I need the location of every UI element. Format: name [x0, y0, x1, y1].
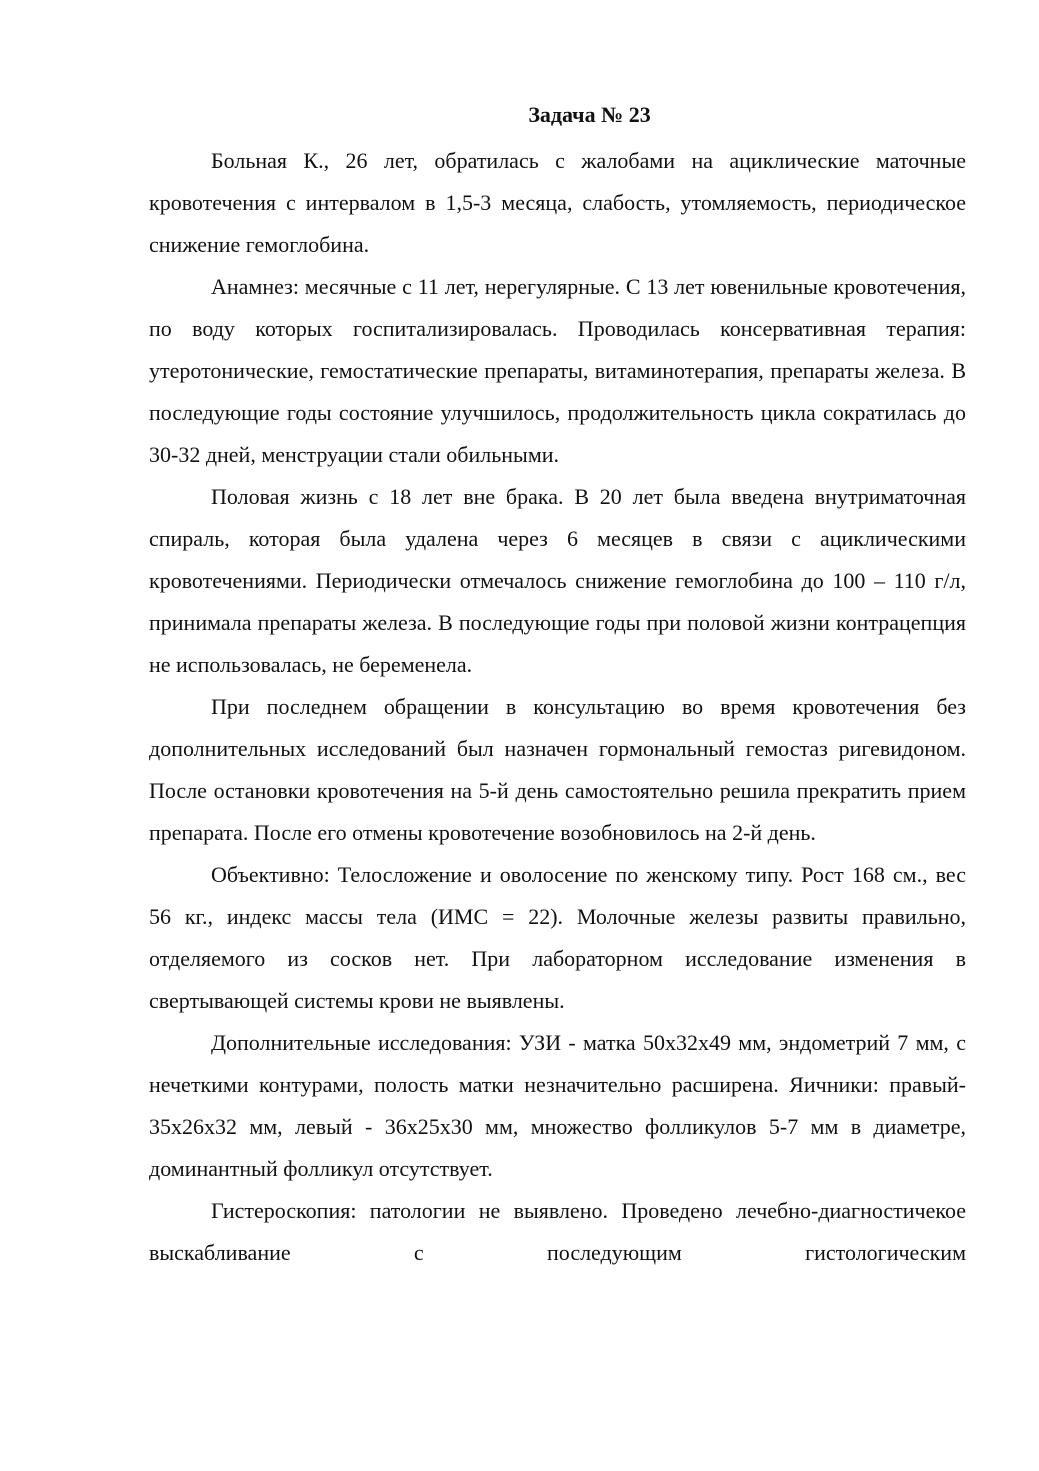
paragraph-sexual-history: Половая жизнь с 18 лет вне брака. В 20 лет была введена внутриматочная спираль, которая была удалена через 6 месяцев в связи с ациклическими кровотечениями. Периодически отмечалось снижение гемоглобина до 100 – 110 г/л, принимала препараты железа. В последующие годы при половой жизни контрацепция не использовалась, не беременела. [149, 484, 966, 677]
paragraph-anamnesis: Анамнез: месячные с 11 лет, нерегулярные. С 13 лет ювенильные кровотечения, по воду которых госпитализировалась. Проводилась консервативная терапия: утеротонические, гемостатические препараты, витаминотерапия, препараты железа. В последующие годы состояние улучшилось, продолжительность цикла сократилась до 30-32 дней, менструации стали обильными. [149, 274, 966, 467]
paragraph-complaints: Больная К., 26 лет, обратилась с жалобами на ациклические маточные кровотечения с интервалом в 1,5-3 месяца, слабость, утомляемость, периодическое снижение гемоглобина. [149, 148, 966, 257]
document-page [149, 98, 966, 1274]
paragraph-additional-studies: Дополнительные исследования: УЗИ - матка 50х32х49 мм, эндометрий 7 мм, с нечеткими контурами, полость матки незначительно расширена. Яичники: правый- 35х26х32 мм, левый - 36х25х30 мм, множество фолликулов 5-7 мм в диаметре, доминантный фолликул отсутствует. [149, 1030, 966, 1181]
document-title: Задача № 23 [528, 102, 651, 127]
paragraph-objective: Объективно: Телосложение и оволосение по женскому типу. Рост 168 см., вес 56 кг., индекс массы тела (ИМС = 22). Молочные железы развиты правильно, отделяемого из сосков нет. При лабораторном исследование изменения в свертывающей системы крови не выявлены. [149, 862, 966, 1013]
paragraph-last-visit: При последнем обращении в консультацию во время кровотечения без дополнительных исследований был назначен гормональный гемостаз ригевидоном. После остановки кровотечения на 5-й день самостоятельно решила прекратить прием препарата. После его отмены кровотечение возобновилось на 2-й день. [149, 694, 966, 845]
paragraph-hysteroscopy: Гистероскопия: патологии не выявлено. Проведено лечебно-диагностичекое выскабливание с последующим гистологическим [149, 1198, 966, 1265]
